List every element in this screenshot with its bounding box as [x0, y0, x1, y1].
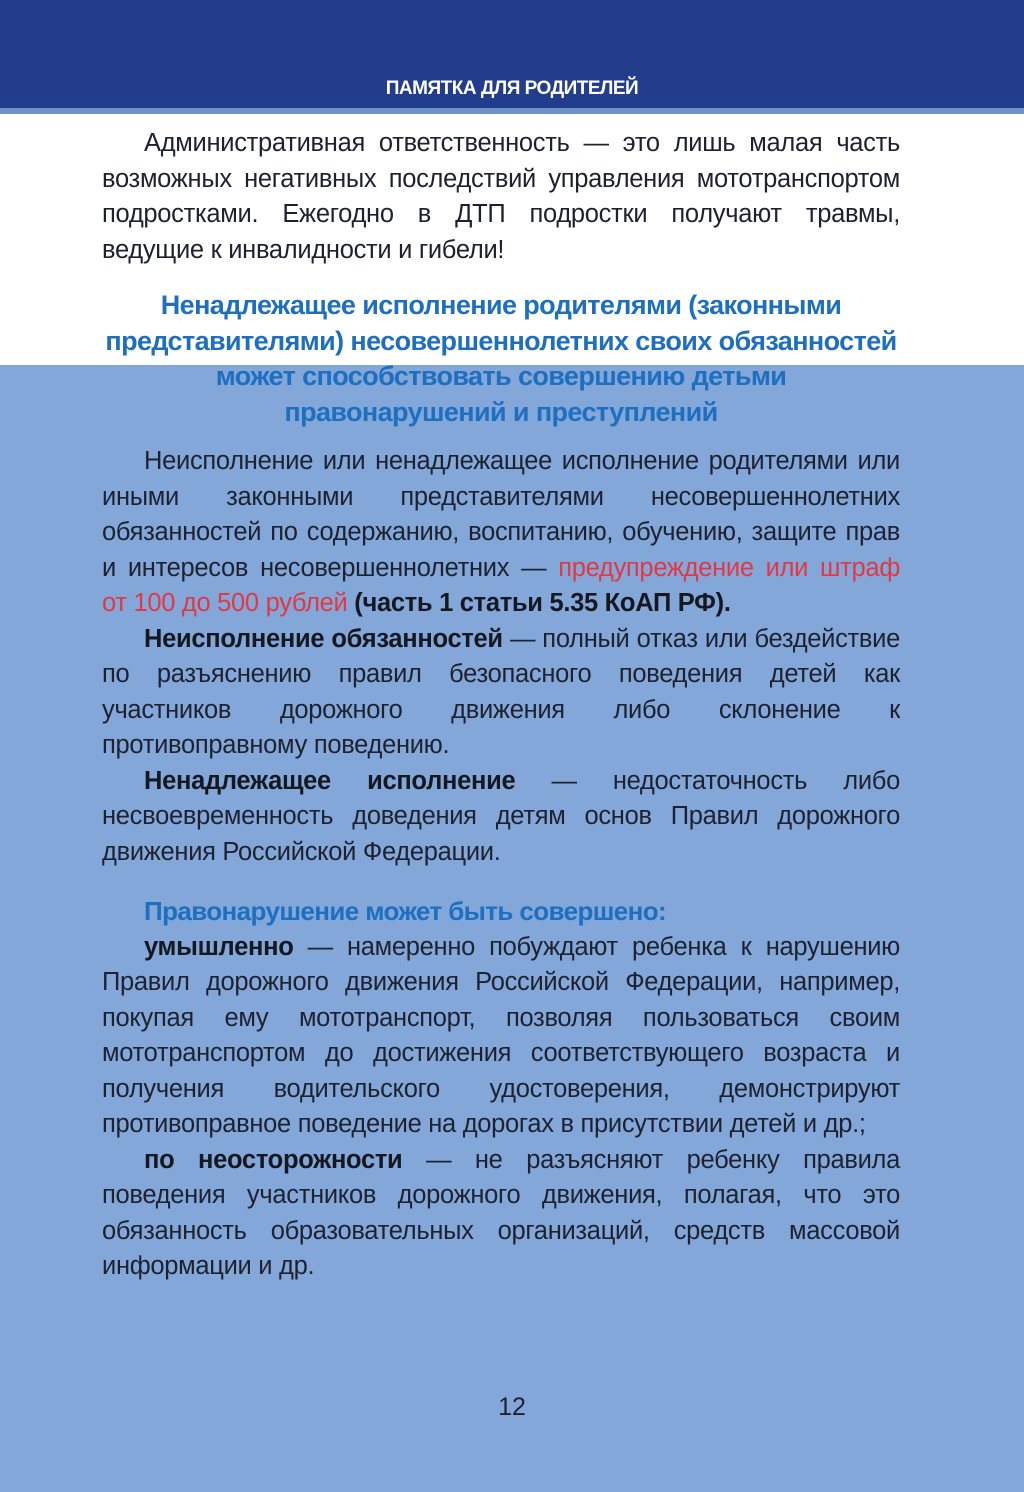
definition-nonperformance: [102, 622, 900, 764]
page-number: 12: [498, 1393, 526, 1421]
mode-term: по неосторожности: [144, 1145, 403, 1174]
liability-text: Неисполнение или ненадлежащее исполнение родителями или иными законными представителями несовершеннолетних обязанностей по содержанию, воспитанию, обучению, защите прав и интересов несовершеннолетних —: [102, 447, 900, 582]
mode-text: — не разъясняют ребенку правила поведения участников дорожного движения, полагая, что это обязанность образовательных организаций, средств массовой информации и др.: [102, 1145, 900, 1280]
intro-paragraph: Административная ответственность — это лишь малая часть возможных негативных последствий управления мототранспортом подростками. Ежегодно в ДТП подростки получают травмы, ведущие к инвалидности и гибели!: [102, 129, 900, 264]
penalty-text: предупреждение или штраф от 100 до 500 рублей: [102, 553, 900, 617]
definition-term: Ненадлежащее исполнение: [144, 766, 516, 795]
liability-paragraph: [102, 444, 900, 622]
mode-text: — намеренно побуждают ребенка к нарушению Правил дорожного движения Российской Федерации, например, покупая ему мототранспорт, позволяя пользоваться своим мототранспортом до достижения соответствующего возраста и получения водительского удостоверения, демонстрируют противоправное поведение на дорогах в присутствии детей и др.;: [102, 932, 900, 1138]
header-bar: [0, 0, 1024, 114]
page-content: [102, 126, 900, 1285]
mode-negligent: [102, 1143, 900, 1285]
definition-term: Неисполнение обязанностей: [144, 624, 503, 653]
section-heading: Ненадлежащее исполнение родителями (законными представителями) несовершеннолетних своих обязанностей может способствовать совершению детьми правонарушений и преступлений: [105, 290, 897, 427]
offense-subheading: Правонарушение может быть совершено:: [144, 896, 667, 926]
definition-text: — недостаточность либо несвоевременность доведения детям основ Правил дорожного движения Российской Федерации.: [102, 766, 900, 866]
law-reference: (часть 1 статьи 5.35 КоАП РФ).: [347, 589, 731, 617]
definition-text: — полный отказ или бездействие по разъяснению правил безопасного поведения детей как участников дорожного движения либо склонение к противоправному поведению.: [102, 624, 901, 759]
definition-improper-performance: [102, 764, 900, 871]
mode-term: умышленно: [144, 932, 294, 961]
header-title: ПАМЯТКА ДЛЯ РОДИТЕЛЕЙ: [385, 78, 639, 99]
mode-intentional: [102, 930, 900, 1143]
